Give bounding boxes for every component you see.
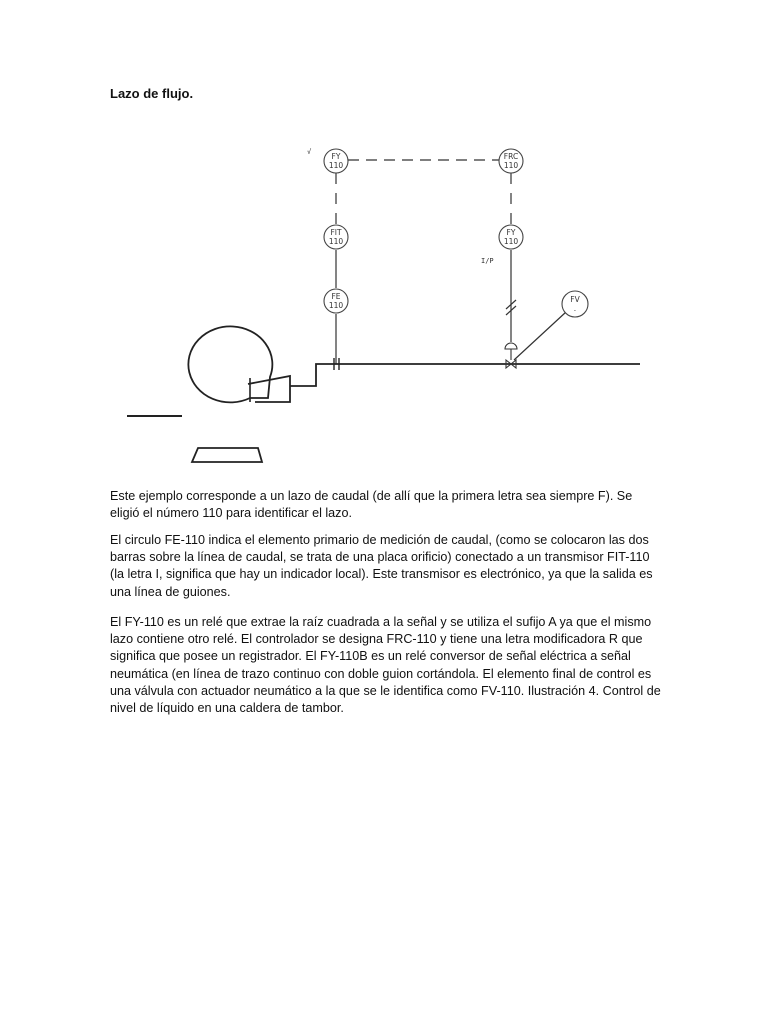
paragraph-fy-description	[110, 614, 665, 717]
instrument-number: 110	[328, 301, 344, 310]
flow-loop-diagram	[120, 140, 650, 475]
instrument-number: 110	[328, 161, 344, 170]
paragraph-fe-description	[110, 532, 665, 601]
fv-connection-line	[514, 312, 566, 360]
instrument-number: 110	[503, 237, 519, 246]
instrument-number: 110	[328, 237, 344, 246]
fv-valve-bubble	[562, 291, 588, 317]
instrument-tag: FV	[570, 295, 580, 304]
paragraph-text: Este ejemplo corresponde a un lazo de caudal (de allí que la primera letra sea siempre F). Se eligió el número 110 para identificar el lazo.	[110, 489, 633, 521]
fit-transmitter-bubble	[324, 225, 348, 249]
fy-converter-bubble	[499, 225, 523, 249]
instrument-tag: FY	[331, 152, 341, 161]
fe-element-bubble	[324, 289, 348, 313]
square-root-symbol: √	[307, 148, 312, 156]
instrument-number: .	[573, 304, 577, 313]
instrument-number: 110	[503, 161, 519, 170]
fy-relay-bubble	[324, 149, 348, 173]
ip-label: I/P	[481, 257, 494, 265]
instrument-tag: FRC	[503, 152, 519, 161]
paragraph-text: El circulo FE-110 indica el elemento primario de medición de caudal, (como se colocaron las dos barras sobre la línea de caudal, se trata de una placa orificio) conectado a un transmisor FIT-110 (la letra I, significa que hay un indicador local). Este transmisor es electrónico, ya que la salida es una línea de guiones.	[110, 533, 653, 599]
instrument-tag: FIT	[330, 228, 342, 237]
frc-controller-bubble	[499, 149, 523, 173]
valve-actuator	[505, 343, 517, 349]
centrifugal-pump	[188, 326, 290, 462]
pump-discharge-pipe	[290, 364, 340, 386]
paragraph-text: El FY-110 es un relé que extrae la raíz cuadrada a la señal y se utiliza el sufijo A ya que el mismo lazo contiene otro relé. El controlador se designa FRC-110 y tiene una letra modificadora R que significa que posee un registrador. El FY-110B es un relé conversor de señal eléctrica a señal neumática (en línea de trazo continuo con doble guion cortándola. El elemento final de control es una válvula con actuador neumático a la que se le identifica como FV-110. Ilustración 4. Control de nivel de líquido en una caldera de tambor.	[110, 615, 661, 716]
instrument-tag: FY	[506, 228, 516, 237]
paragraph-loop-intro	[110, 488, 665, 522]
instrument-tag: FE	[331, 292, 341, 301]
page-title: Lazo de flujo.	[110, 86, 194, 101]
